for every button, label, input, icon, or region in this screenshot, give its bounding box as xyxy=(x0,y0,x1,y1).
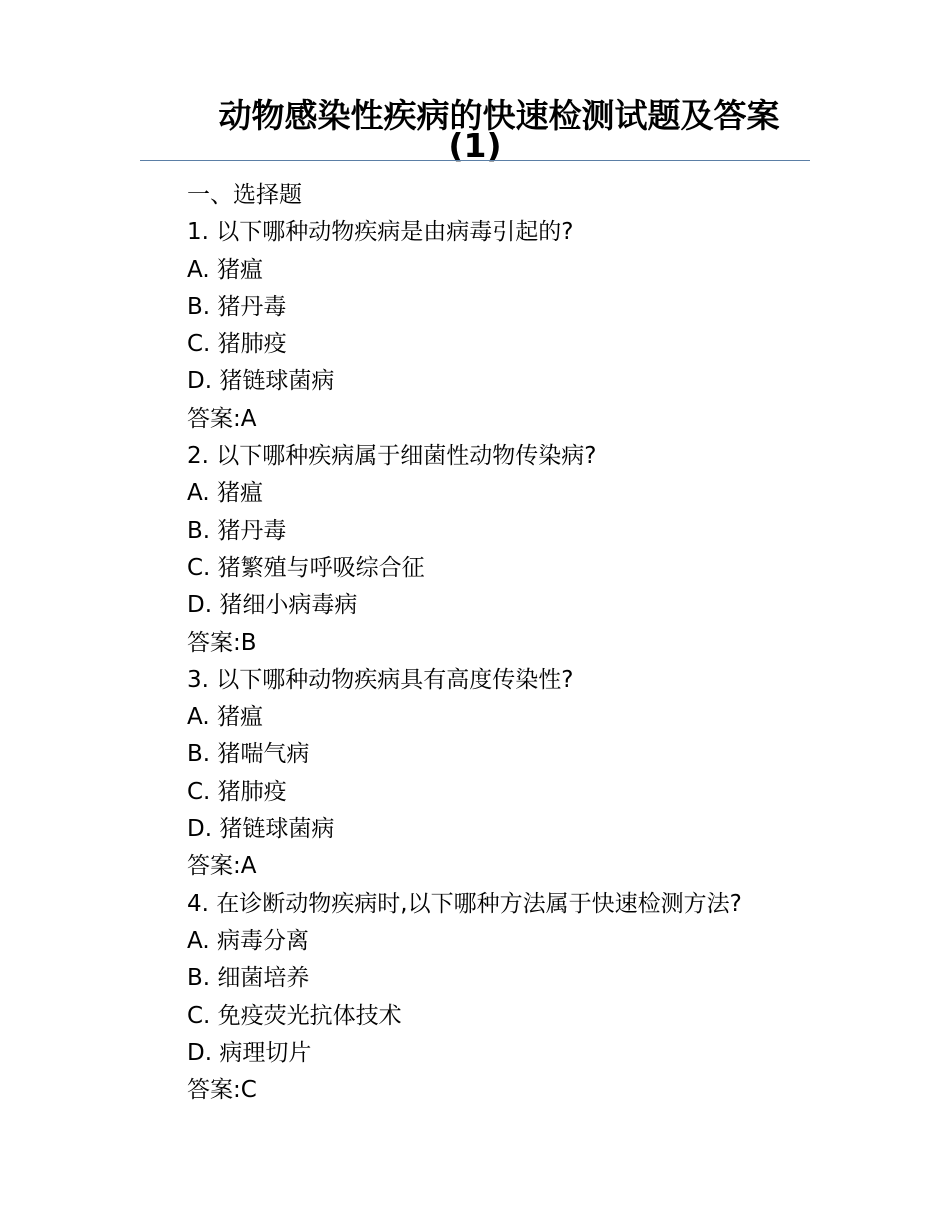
option-c: C. 猪繁殖与呼吸综合征 xyxy=(187,554,425,581)
answer-text: 答案:A xyxy=(187,405,257,432)
option-d: D. 猪细小病毒病 xyxy=(187,592,358,619)
section-heading: 一、选择题 xyxy=(187,182,302,208)
option-b: B. 细菌培养 xyxy=(187,965,310,992)
title-line-1: 动物感染性疾病的快速检测试题及答案 xyxy=(218,96,780,135)
answer-text: 答案:A xyxy=(187,853,257,880)
answer-text: 答案:B xyxy=(187,629,257,656)
option-a: A. 猪瘟 xyxy=(187,480,263,507)
title-line-2: (1) xyxy=(448,126,502,165)
option-c: C. 猪肺疫 xyxy=(187,778,287,805)
option-d: D. 病理切片 xyxy=(187,1039,312,1066)
question-block-1 xyxy=(187,214,887,438)
document-title xyxy=(0,96,950,165)
option-a: A. 病毒分离 xyxy=(187,927,309,954)
question-text: 4. 在诊断动物疾病时,以下哪种方法属于快速检测方法? xyxy=(187,890,742,917)
option-b: B. 猪丹毒 xyxy=(187,517,287,544)
option-c: C. 猪肺疫 xyxy=(187,331,287,358)
question-block-3 xyxy=(187,662,887,886)
question-block-2 xyxy=(187,438,887,662)
question-text: 1. 以下哪种动物疾病是由病毒引起的? xyxy=(187,219,574,246)
option-d: D. 猪链球菌病 xyxy=(187,816,335,843)
document-body xyxy=(187,177,887,1109)
option-a: A. 猪瘟 xyxy=(187,704,263,731)
title-divider xyxy=(140,160,810,161)
option-a: A. 猪瘟 xyxy=(187,256,263,283)
option-c: C. 免疫荧光抗体技术 xyxy=(187,1002,402,1029)
option-b: B. 猪丹毒 xyxy=(187,293,287,320)
option-d: D. 猪链球菌病 xyxy=(187,368,335,395)
question-text: 3. 以下哪种动物疾病具有高度传染性? xyxy=(187,666,574,693)
question-text: 2. 以下哪种疾病属于细菌性动物传染病? xyxy=(187,443,597,470)
answer-text: 答案:C xyxy=(187,1077,257,1104)
option-b: B. 猪喘气病 xyxy=(187,741,310,768)
question-block-4 xyxy=(187,886,887,1110)
